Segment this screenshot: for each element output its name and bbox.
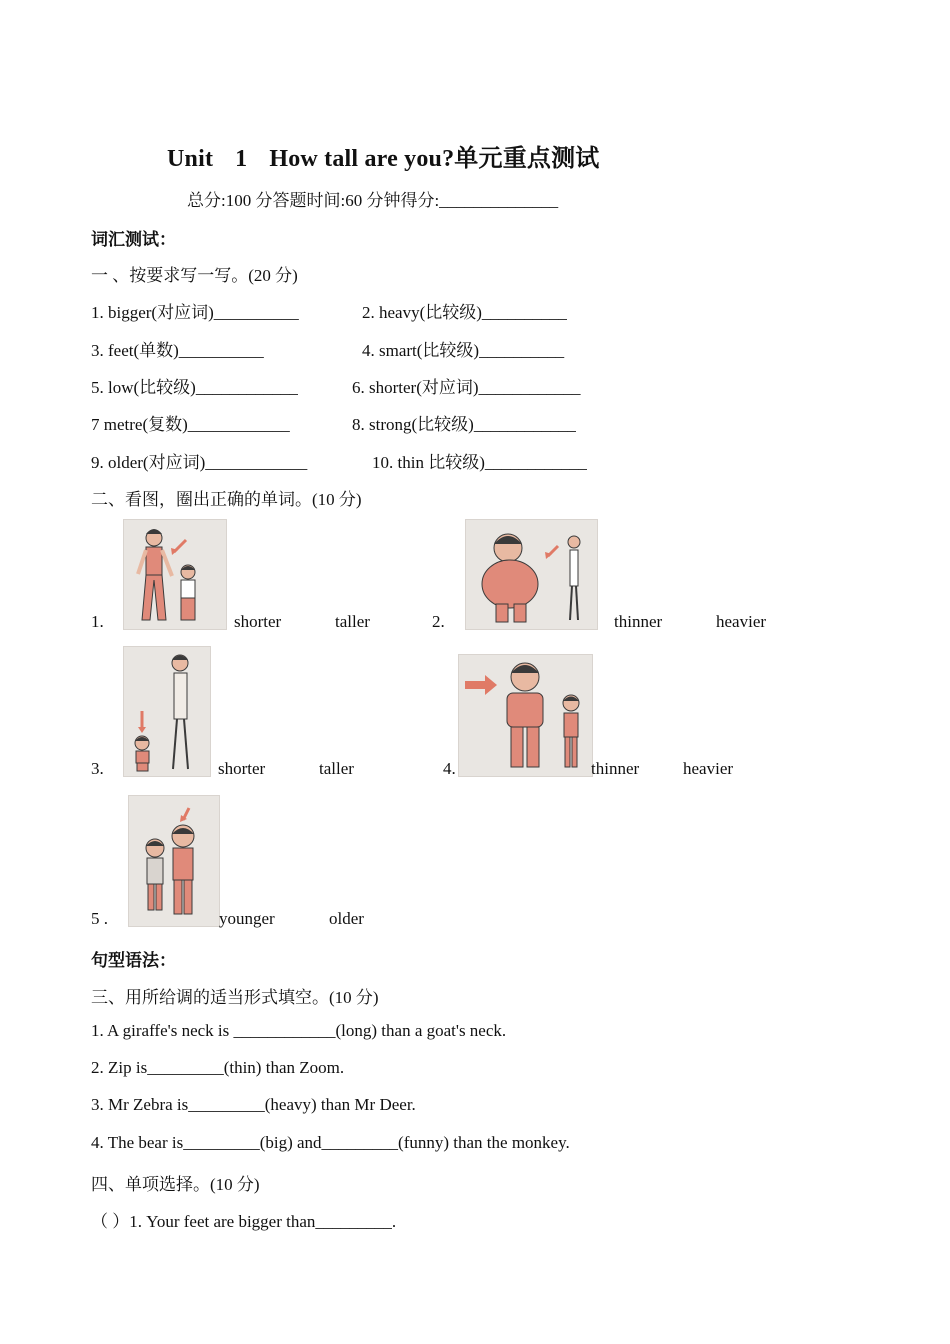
title-unit: Unit xyxy=(167,146,214,172)
pic-item-3-number: 3. xyxy=(91,759,104,778)
vocab-item-7: 7 metre(复数)____________ xyxy=(91,415,290,434)
pic-item-5-number: 5 . xyxy=(91,909,108,928)
fill-blank-2: 2. Zip is_________(thin) than Zoom. xyxy=(91,1058,345,1077)
title-number: 1 xyxy=(235,146,248,172)
vocab-item-2: 2. heavy(比较级)__________ xyxy=(362,303,567,322)
pic-item-2-number: 2. xyxy=(432,612,445,631)
pic-item-3-option-taller[interactable]: taller xyxy=(319,759,354,778)
pic-item-1-option-shorter[interactable]: shorter xyxy=(234,612,282,631)
section2-title: 二、看图，圈出正确的单词。(10 分) xyxy=(91,490,362,509)
pic-item-5-option-older[interactable]: older xyxy=(329,909,364,928)
fill-blank-3: 3. Mr Zebra is_________(heavy) than Mr Deer. xyxy=(91,1095,416,1114)
pic-item-2-option-thinner[interactable]: thinner xyxy=(614,612,663,631)
fill-blank-4: 4. The bear is_________(big) and_________(funny) than the monkey. xyxy=(91,1133,570,1152)
pic-item-2-option-heavier[interactable]: heavier xyxy=(716,612,767,631)
section3-title: 三、用所给调的适当形式填空。(10 分) xyxy=(91,988,379,1007)
choice-question-1: （ ）1. Your feet are bigger than_________. xyxy=(91,1212,397,1231)
grammar-heading: 句型语法： xyxy=(91,951,176,970)
pic-younger-and-older-boys xyxy=(128,795,220,927)
vocab-item-9: 9. older(对应词)____________ xyxy=(91,453,308,472)
section4-title: 四、单项选择。(10 分) xyxy=(91,1175,260,1194)
vocab-item-10: 10. thin 比较级)____________ xyxy=(372,453,587,472)
pic-item-3-option-shorter[interactable]: shorter xyxy=(218,759,266,778)
pic-tall-man-and-small-boy xyxy=(123,646,211,777)
pic-item-4-option-heavier[interactable]: heavier xyxy=(683,759,734,778)
page-title xyxy=(167,138,600,173)
fill-blank-1: 1. A giraffe's neck is ____________(long) than a goat's neck. xyxy=(91,1021,507,1040)
vocab-item-4: 4. smart(比较级)__________ xyxy=(362,341,565,360)
section1-title: 一 、按要求写一写。(20 分) xyxy=(91,266,298,285)
pic-item-1-option-taller[interactable]: taller xyxy=(335,612,370,631)
vocab-item-8: 8. strong(比较级)____________ xyxy=(352,415,576,434)
title-question: How tall are you?单元重点测试 xyxy=(269,146,600,172)
pic-item-1-number: 1. xyxy=(91,612,104,631)
pic-heavy-man-and-thin-man xyxy=(465,519,598,630)
vocab-item-5: 5. low(比较级)____________ xyxy=(91,378,298,397)
score-time-line: 总分:100 分答题时间:60 分钟得分:______________ xyxy=(187,191,559,210)
vocab-item-1: 1. bigger(对应词)__________ xyxy=(91,303,299,322)
pic-item-4-option-thinner[interactable]: thinner xyxy=(591,759,640,778)
pic-item-5-option-younger[interactable]: younger xyxy=(219,909,275,928)
pic-item-4-number: 4. xyxy=(443,759,456,778)
vocab-item-3: 3. feet(单数)__________ xyxy=(91,341,264,360)
pic-heavy-boy-and-thin-boy xyxy=(458,654,593,777)
vocab-heading: 词汇测试： xyxy=(91,230,176,249)
vocab-item-6: 6. shorter(对应词)____________ xyxy=(352,378,581,397)
pic-tall-mother-and-girl xyxy=(123,519,227,630)
